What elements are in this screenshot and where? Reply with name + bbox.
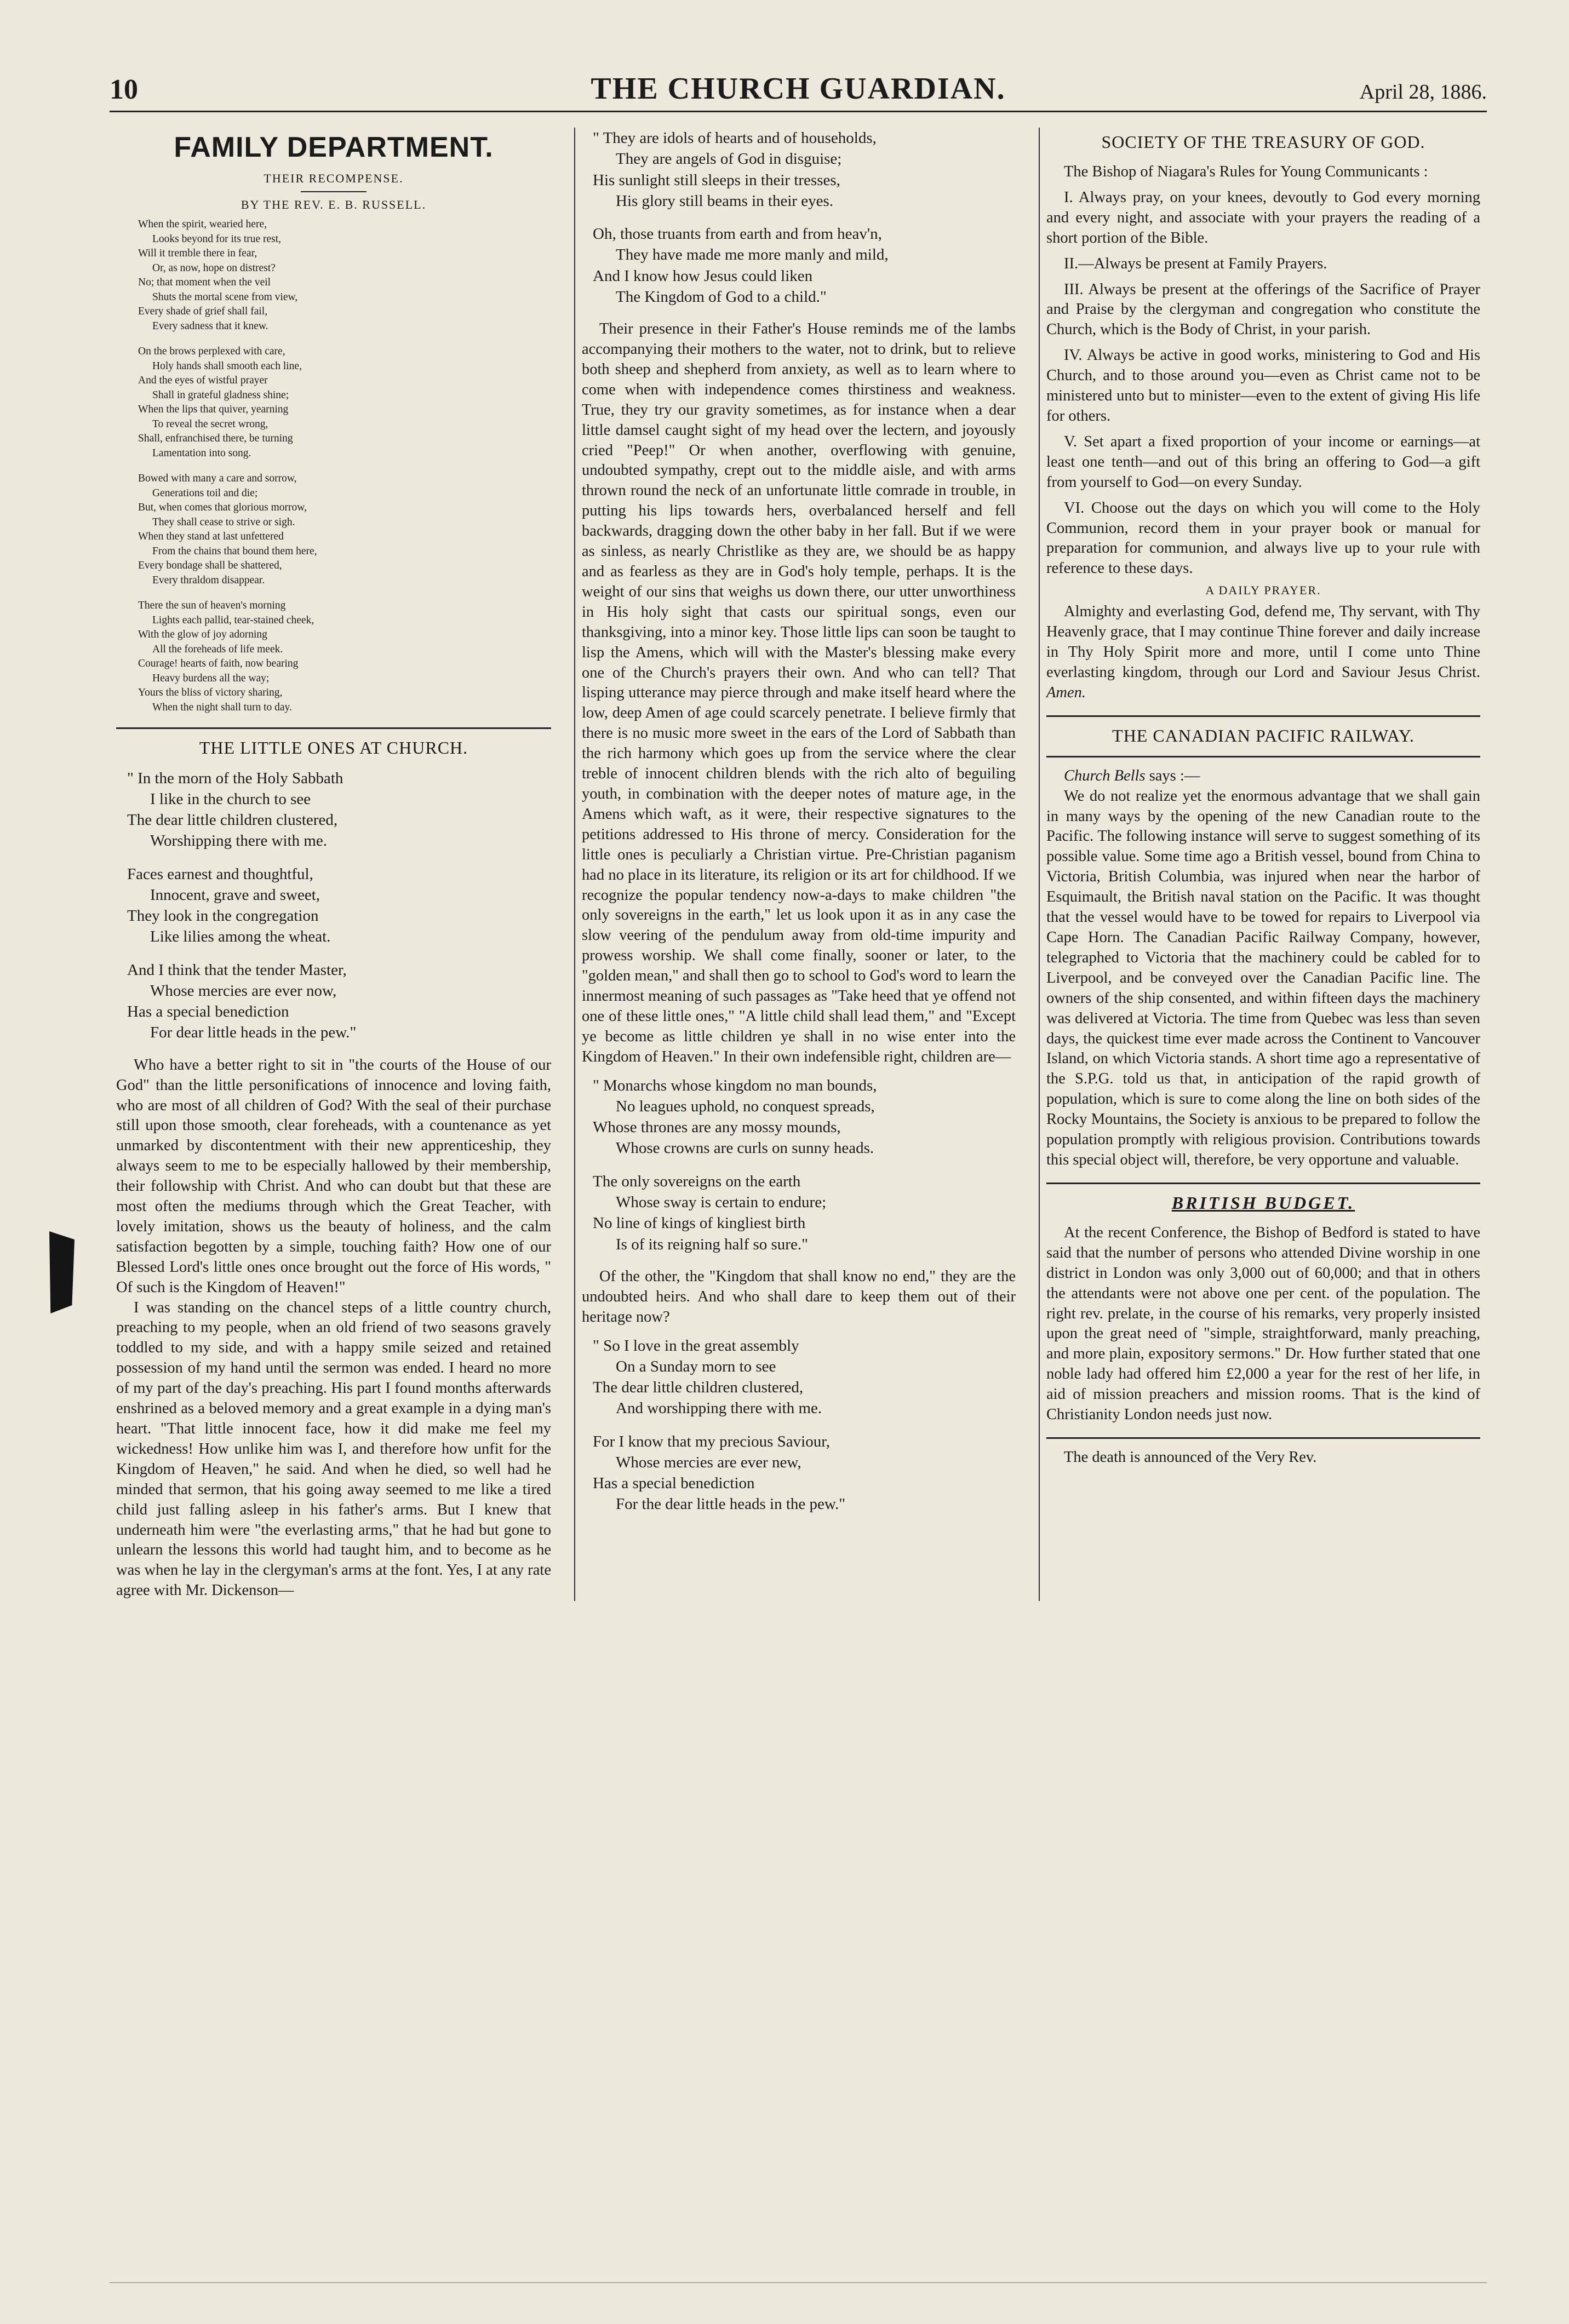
poem-line: On a Sunday morn to see — [616, 1357, 776, 1375]
poem-line: The Kingdom of God to a child." — [616, 288, 827, 306]
poem-line: Whose sway is certain to endure; — [616, 1193, 827, 1211]
poem-line: Shall, enfranchised there, be turning — [138, 433, 293, 445]
page-bottom-rule — [110, 2282, 1487, 2283]
poem-line: On the brows perplexed with care, — [138, 346, 285, 358]
poem-line: And the eyes of wistful prayer — [138, 375, 268, 387]
section-divider — [116, 727, 551, 729]
poem-stanza — [593, 1075, 1016, 1159]
poem-line: Every thraldom disappear. — [152, 574, 265, 586]
poem-line: Every bondage shall be shattered, — [138, 560, 282, 572]
rule-item: V. Set apart a fixed proportion of your income or earnings—at least one tenth—and out of this bring an offering to God—a gift from yourself to God—on every Sunday. — [1046, 433, 1480, 491]
poem-line: Oh, those truants from earth and from heav'n, — [593, 225, 882, 243]
poem-line: Every sadness that it knew. — [152, 320, 268, 332]
poem-title: THEIR RECOMPENSE. — [264, 171, 404, 185]
masthead — [110, 71, 1487, 112]
poem-stanza — [593, 1171, 1016, 1255]
poem-line: Whose thrones are any mossy mounds, — [593, 1118, 841, 1137]
poem-line: His glory still beams in their eyes. — [616, 192, 834, 210]
columns — [110, 128, 1487, 1601]
poem-line: " In the morn of the Holy Sabbath — [127, 769, 343, 787]
section-divider — [1046, 1183, 1480, 1184]
section-title-little-ones: THE LITTLE ONES AT CHURCH. — [199, 737, 468, 758]
article-paragraph: The death is announced of the Very Rev. — [1064, 1448, 1317, 1466]
poem-line: Bowed with many a care and sorrow, — [138, 473, 297, 485]
rule-item: IV. Always be active in good works, ministering to God and His Church, and to those around you—even as Christ came not to be ministered unto but to minister—even to the extent of giving His life for others. — [1046, 347, 1480, 424]
poem-stanza — [138, 345, 551, 461]
rule-item: III. Always be present at the offerings of the Sacrifice of Prayer and Praise by the clergyman and congregation who constitute the Church, which is the Body of Christ, in your parish. — [1046, 280, 1480, 338]
poem-line: Like lilies among the wheat. — [150, 928, 331, 946]
poem-line: When the lips that quiver, yearning — [138, 404, 289, 416]
poem-line: With the glow of joy adorning — [138, 629, 267, 641]
poem-great-assembly — [593, 1335, 1016, 1515]
article-paragraph: I was standing on the chancel steps of a little country church, preaching to my people, when an old friend of two seasons gravely toddled to my side, and with a happy smile seized and retained possession of my hand until the sermon was ended. I heard no more of my part of the day's preaching. His part I found months afterwards enshrined as a beloved memory and a great example in a dying man's heart. "That little innocent face, how it did make me feel my wickedness! How unlike him was I, and therefore how unfit for the Kingdom of Heaven," he said. And when he died, so well had he minded that sermon, that his going away seemed to me like a tired child just falling asleep in his father's arms. But I knew that underneath him were "the everlasting arms," that he had but gone to unlearn the lessons this world had taught him, and to become as he was when he lay in the clergyman's arms at the font. Yes, I at any rate agree with Mr. Dickenson— — [116, 1299, 551, 1599]
poem-line: Is of its reigning half so sure." — [616, 1235, 808, 1253]
poem-line: No; that moment when the veil — [138, 277, 271, 289]
section-title-treasury: SOCIETY OF THE TREASURY OF GOD. — [1101, 132, 1425, 152]
column-2 — [574, 128, 1022, 1601]
prayer-text: Almighty and everlasting God, defend me, Thy servant, with Thy Heavenly grace, that I may continue Thine forever and daily increase in Thy Holy Spirit more and more, until I come unto Thine everlasting kingdom, through our Lord and Saviour Jesus Christ. — [1046, 603, 1480, 681]
poem-line: Lights each pallid, tear-stained cheek, — [152, 614, 314, 626]
column-1 — [110, 128, 558, 1601]
rule-item: VI. Choose out the days on which you will come to the Holy Communion, record them in your prayer book or manual for preparation for communion, and always live up to your rule with reference to these days. — [1046, 499, 1480, 577]
poem-line: Heavy burdens all the way; — [152, 672, 270, 684]
poem-line: When the spirit, wearied here, — [138, 219, 267, 230]
poem-idols-of-hearts — [593, 128, 1016, 307]
poem-line: " They are idols of hearts and of households, — [593, 129, 877, 147]
article-paragraph: Their presence in their Father's House reminds me of the lambs accompanying their mothers to the water, not to drink, but to relieve both sheep and shepherd from anxiety, as well as to learn where to come when with independence comes thirstiness and weakness. True, they try our gravity sometimes, as for instance when a dear little damsel caught sight of my head over the lectern, and joyously cried "Peep!" Or when another, overflowing with genuine, undoubted sympathy, crept out to the middle aisle, and with arms thrown round the neck of an unfortunate little comrade in trouble, in putting his lips towards hers, overbalanced herself and fell backwards, dragging down the other baby in her fall. But if we were as sinless, as nearly Christlike as they are, we should be as happy and as fearless as they are in God's holy temple, perhaps. It is the weight of our sins that weighs us down there, our utter unworthiness in His holy sight that casts our spiritual songs, even our thanksgiving, into a minor key. Those little lips can soon be taught to lisp the Amens, which will with the Master's blessing make every one of the Church's prayers their own. And who can tell? That lisping utterance may pierce through and make itself heard where the low, deep Amen of age could scarcely penetrate. I believe firmly that there is no music more sweet in the ears of the Lord of Sabbath than the rich harmony which goes up from the service where the clear treble of innocent children blends with the rich alto of beguiling youth, in combination with the deeper notes of mature age, in the Amens which waft, as it were, their respective signatures to the petitions addressed to His throne of mercy. Consideration for the little ones is peculiarly a Christian virtue. Pre-Christian paganism had no place in its literature, its religion or its art for childhood. If we recognize the popular tendency now-a-days to make children "the only sovereigns in the earth," let us look upon it as in any case the slow veering of the pendulum away from old-time impurity and prowess worship. We shall come finally, sooner or later, to the "golden mean," and shall then go to school to God's word to learn the innermost meaning of such passages as "Take heed that ye offend not one of these little ones," "A little child shall lead them," and "Except ye become as little children ye shall in no wise enter into the Kingdom of Heaven." In their own indefensible right, children are— — [582, 320, 1016, 1065]
poem-line: But, when comes that glorious morrow, — [138, 502, 307, 514]
poem-line: For the dear little heads in the pew." — [616, 1495, 846, 1513]
article-paragraph: At the recent Conference, the Bishop of Bedford is stated to have said that the number of persons who attended Divine worship in one district in London was only 3,000 out of 60,000; and that in others the attendants were not above one per cent. of the population. The right rev. prelate, in the course of his remarks, very properly insisted upon the great need of "simple, straightforward, manly preaching, and more plain, expository sermons." Dr. How further stated that one noble lady had offered him £2,000 a year for the rest of her life, in aid of mission preachers and mission rooms. That is the kind of Christianity London needs just now. — [1046, 1224, 1480, 1424]
poem-line: Every shade of grief shall fail, — [138, 306, 268, 318]
poem-line: And I think that the tender Master, — [127, 961, 347, 979]
poem-line: All the foreheads of life meek. — [152, 643, 283, 655]
section-divider — [1046, 1437, 1480, 1439]
poem-stanza — [593, 1335, 1016, 1419]
poem-line: When the night shall turn to day. — [152, 701, 292, 713]
poem-stanza — [127, 768, 551, 852]
cpr-says: says :— — [1145, 767, 1200, 784]
article-paragraph: Of the other, the "Kingdom that shall know no end," they are the undoubted heirs. And who shall dare to keep them out of their heritage now? — [582, 1267, 1016, 1325]
poem-little-ones — [127, 768, 551, 1043]
poem-line: Or, as now, hope on distrest? — [152, 262, 276, 274]
poem-stanza — [138, 472, 551, 588]
column-3 — [1039, 128, 1487, 1601]
poem-line: From the chains that bound them here, — [152, 545, 317, 557]
poem-line: Has a special benediction — [127, 1003, 289, 1021]
poem-stanza — [138, 599, 551, 715]
poem-line: " So I love in the great assembly — [593, 1336, 799, 1355]
poem-line: I like in the church to see — [150, 790, 311, 808]
poem-line: The dear little children clustered, — [127, 811, 338, 829]
daily-prayer — [1046, 602, 1480, 703]
poem-line: For dear little heads in the pew." — [150, 1024, 357, 1042]
poem-line: Worshipping there with me. — [150, 832, 328, 850]
poem-line: They are angels of God in disguise; — [616, 150, 842, 168]
poem-stanza — [127, 960, 551, 1043]
section-title-british-budget: BRITISH BUDGET. — [1171, 1192, 1355, 1213]
poem-author: BY THE REV. E. B. RUSSELL. — [240, 198, 427, 211]
poem-line: Innocent, grave and sweet, — [150, 886, 320, 904]
poem-stanza — [593, 223, 1016, 307]
poem-line: " Monarchs whose kingdom no man bounds, — [593, 1076, 877, 1094]
poem-line: Generations toil and die; — [152, 487, 258, 499]
poem-line: Whose mercies are ever new, — [616, 1453, 801, 1471]
poem-stanza — [127, 864, 551, 948]
rules-intro: The Bishop of Niagara's Rules for Young Communicants : — [1064, 163, 1428, 180]
article-paragraph: Who have a better right to sit in "the courts of the House of our God" than the little personifications of innocence and loving faith, who are most of all children of God? With the seal of their purchase still upon those smooth, clear foreheads, with a countenance as yet unmarked by discontentment with their new apprenticeship, they always seem to me to be especially hallowed by their membership, their followship with Christ. And who can doubt but that these are most often the mediums through which the Great Teacher, with lovely imitation, shows us the beauty of holiness, and the calm satisfaction begotten by a simple, touching faith? How one of our Blessed Lord's little ones once brought out the force of His words, " Of such is the Kingdom of Heaven!" — [116, 1056, 551, 1296]
page-number: 10 — [110, 74, 138, 105]
issue-date: April 28, 1886. — [1359, 81, 1487, 104]
rule-item: II.—Always be present at Family Prayers. — [1064, 255, 1327, 272]
poem-line: They shall cease to strive or sigh. — [152, 516, 295, 528]
poem-line: To reveal the secret wrong, — [152, 418, 268, 430]
poem-line: For I know that my precious Saviour, — [593, 1432, 830, 1450]
poem-line: No leagues uphold, no conquest spreads, — [616, 1097, 875, 1115]
poem-stanza — [138, 217, 551, 334]
poem-monarchs — [593, 1075, 1016, 1255]
poem-stanza — [593, 128, 1016, 211]
poem-stanza — [593, 1431, 1016, 1515]
poem-line: Has a special benediction — [593, 1474, 755, 1493]
scan-margin-mark — [49, 1231, 75, 1313]
poem-line: The only sovereigns on the earth — [593, 1172, 801, 1190]
poem-line: Will it tremble there in fear, — [138, 248, 257, 260]
poem-line: Courage! hearts of faith, now bearing — [138, 658, 299, 670]
section-divider — [1046, 715, 1480, 717]
rules-list — [1046, 188, 1480, 579]
poem-line: His sunlight still sleeps in their tresses, — [593, 171, 840, 189]
newspaper-title: THE CHURCH GUARDIAN. — [591, 72, 1006, 106]
poem-line: Lamentation into song. — [152, 447, 251, 459]
poem-line: When they stand at last unfettered — [138, 531, 284, 543]
divider — [301, 191, 367, 192]
poem-line: Shuts the mortal scene from view, — [152, 291, 298, 303]
section-title-cpr: THE CANADIAN PACIFIC RAILWAY. — [1112, 725, 1415, 745]
poem-line: No line of kings of kingliest birth — [593, 1214, 806, 1232]
poem-line: Holy hands shall smooth each line, — [152, 360, 302, 372]
poem-line: Faces earnest and thoughtful, — [127, 865, 313, 883]
poem-line: And worshipping there with me. — [616, 1399, 822, 1418]
article-paragraph: We do not realize yet the enormous advantage that we shall gain in many ways by the opening of the new Canadian route to the Pacific. The following instance will serve to suggest something of its possible value. Some time ago a British vessel, bound from China to Victoria, British Columbia, was injured when near the harbor of Esquimault, the British naval station on the Pacific. It was thought that the vessel would have to be towed for repairs to Liverpool via Cape Horn. The Canadian Pacific Railway Company, however, telegraphed to Victoria that the machinery could be cabled for to Liverpool, and be conveyed over the Canadian Pacific line. The owners of the ship consented, and within fifteen days the machinery was delivered at Victoria. The time from Quebec was less than seven days, the quickest time ever made across the Continent to Vancouver Island, on which Victoria stands. A short time ago a representative of the S.P.G. told us that, in anticipation of the rapid growth of population, which is sure to come along the line on both sides of the Rocky Mountains, the Society is anxious to be prepared to follow the population promptly with religious provision. Contributions towards this special object will, therefore, be very opportune and valuable. — [1046, 787, 1480, 1168]
section-divider — [1046, 756, 1480, 758]
poem-their-recompense — [138, 217, 551, 715]
department-heading: FAMILY DEPARTMENT. — [174, 131, 494, 163]
poem-line: And I know how Jesus could liken — [593, 267, 813, 285]
cpr-source: Church Bells — [1064, 767, 1146, 784]
poem-line: Looks beyond for its true rest, — [152, 233, 282, 245]
cpr-source-line — [1046, 766, 1480, 787]
poem-line: Whose mercies are ever now, — [150, 982, 337, 1000]
poem-line: They look in the congregation — [127, 907, 319, 925]
poem-line: Yours the bliss of victory sharing, — [138, 687, 283, 699]
poem-line: Shall in grateful gladness shine; — [152, 389, 289, 401]
poem-line: The dear little children clustered, — [593, 1379, 804, 1397]
prayer-amen: Amen. — [1046, 684, 1086, 701]
rule-item: I. Always pray, on your knees, devoutly to God every morning and every night, and associate with your prayers the reading of a short portion of the Bible. — [1046, 188, 1480, 246]
poem-line: They have made me more manly and mild, — [616, 246, 889, 264]
prayer-title: A DAILY PRAYER. — [1205, 583, 1321, 598]
poem-line: Whose crowns are curls on sunny heads. — [616, 1139, 874, 1157]
poem-line: There the sun of heaven's morning — [138, 600, 286, 612]
